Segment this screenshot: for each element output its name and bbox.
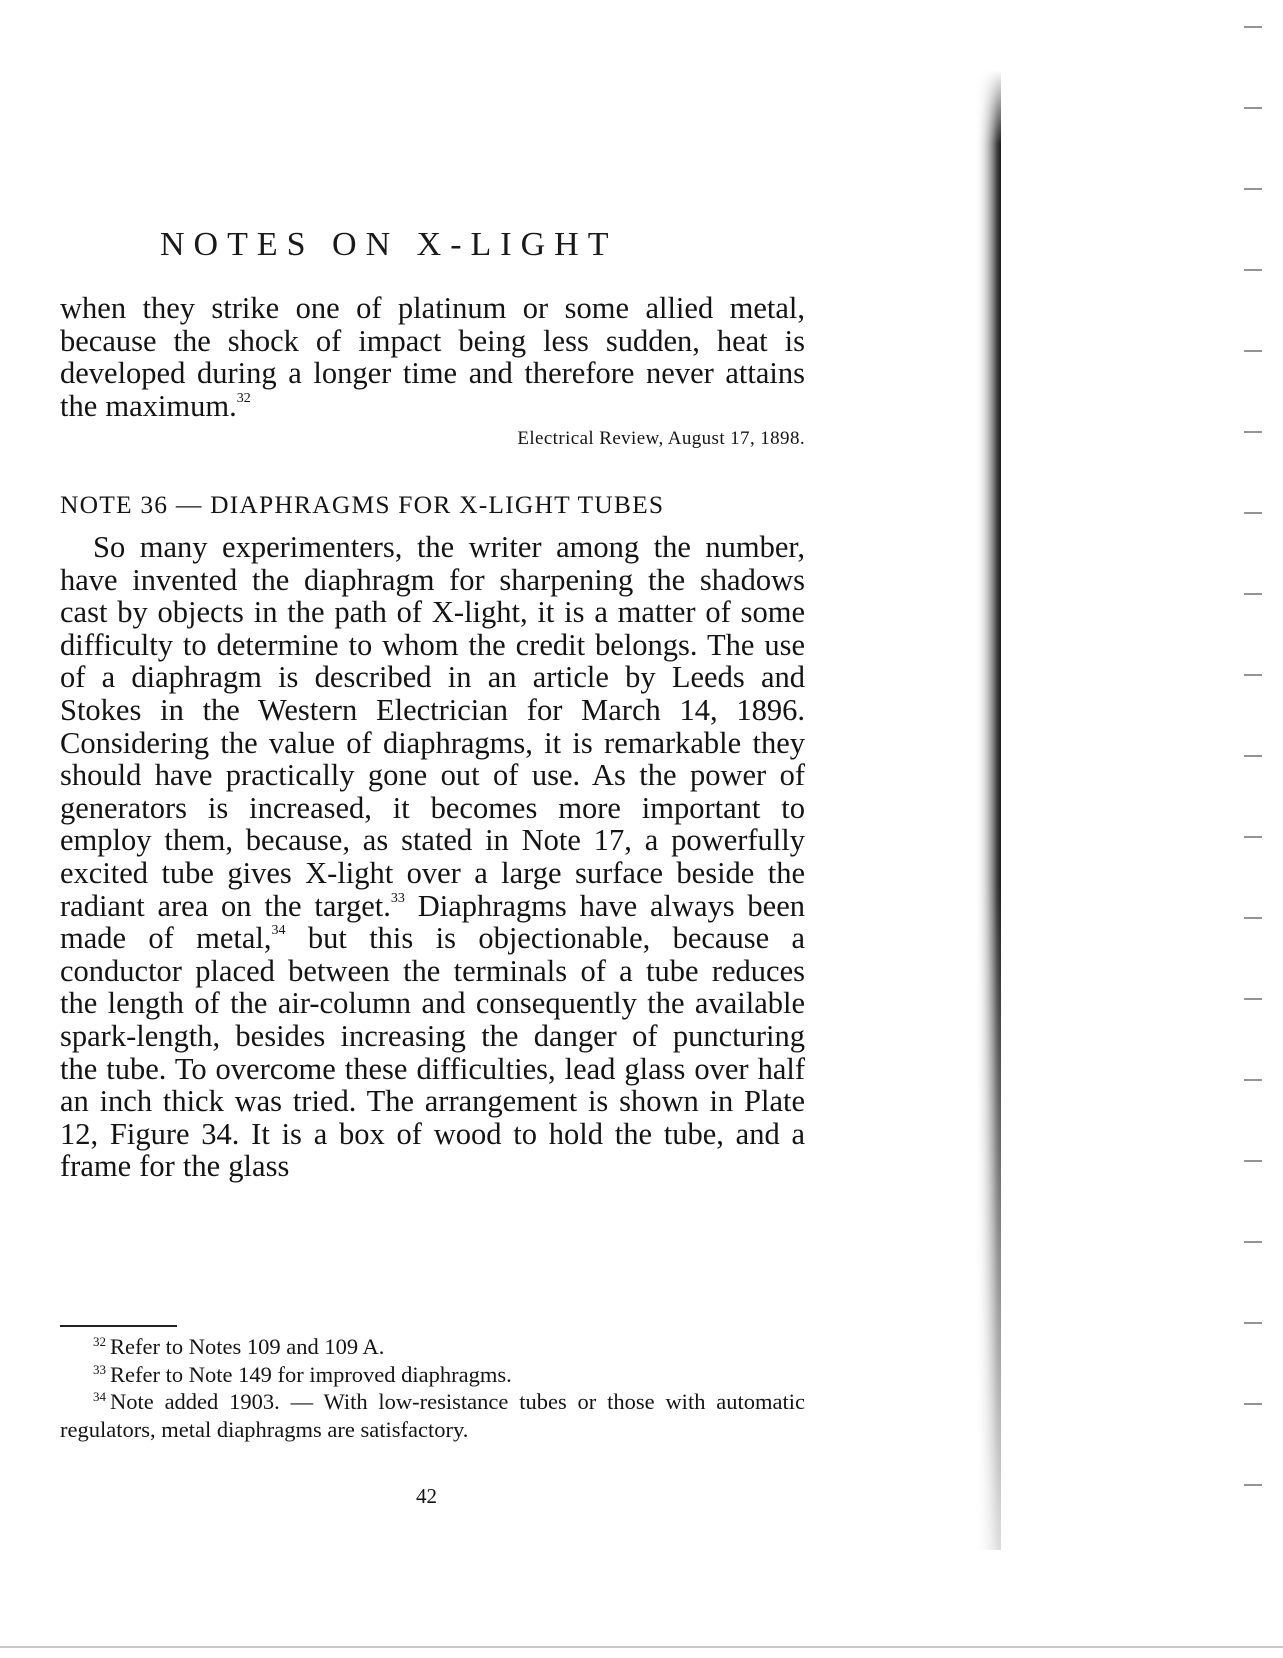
footnote-32-text: Refer to Notes 109 and 109 A. [110, 1334, 385, 1359]
footnote-34-number: 34 [93, 1389, 106, 1404]
section-text-part-2: Diaphragms have always been made of metal, [60, 888, 806, 956]
footnote-34-text: Note added 1903. — With low-resistance tubes or those with automatic regulators, metal diaphragms are satisfactory. [60, 1389, 805, 1442]
running-head: NOTES ON X-LIGHT [160, 226, 618, 263]
continued-line-2: metal, because the shock of impact being less [60, 291, 806, 358]
section-paragraph [60, 531, 805, 1183]
continued-line-4: and therefore never attains the maximum. [60, 356, 805, 423]
footnote-32-number: 32 [93, 1334, 106, 1349]
continued-paragraph-text [60, 292, 805, 422]
page-number: 42 [416, 1484, 437, 1508]
footnotes [60, 1333, 805, 1443]
footnote-ref-33: 33 [390, 890, 405, 906]
section-paragraph-text [60, 531, 805, 1183]
continued-line-1: when they strike one of platinum or some allied [60, 291, 714, 325]
section-text-part-1: So many experimenters, the writer among the number, have invented the diaphragm for sharpening the shadows cast by objects in the path of X-light, it is a matter of some difficulty to determine to whom the credit belongs. The use of a diaphragm is described in an article by Leeds and Stokes in the Western Electrician for March 14, 1896. Considering the value of diaphragms, it is remarkable they should have practically gone out of use. As the power of generators is increased, it becomes more important to employ them, because, as stated in Note 17, a powerfully excited tube gives X-light over a large surface beside the radiant area on the target. [60, 530, 805, 923]
section-text-part-3: but this is objectionable, because a conductor placed between the terminals of a tube reduces the length of the air-column and consequently the available spark-length, besides increasing the danger of puncturing the tube. To overcome these difficulties, lead glass over half an inch thick was tried. The arrangement is shown in Plate 12, Figure 34. It is a box of wood to hold the tube, and a frame for the glass [60, 921, 805, 1184]
footnote-33-number: 33 [93, 1361, 106, 1377]
footnote-34 [60, 1388, 805, 1443]
source-citation: Electrical Review, August 17, 1898. [517, 428, 805, 449]
continued-paragraph [60, 292, 805, 422]
footnote-ref-34: 34 [271, 923, 286, 939]
footnote-33-text: Refer to Note 149 for improved diaphragms. [110, 1361, 512, 1387]
footnote-rule [60, 1325, 177, 1327]
footnote-33 [60, 1361, 805, 1389]
footnote-ref-32: 32 [236, 390, 251, 406]
footnote-32 [60, 1333, 805, 1361]
section-heading: NOTE 36 — DIAPHRAGMS FOR X-LIGHT TUBES [60, 490, 665, 519]
scanner-edge-marks [1240, 0, 1270, 1658]
binding-gutter-shadow [975, 70, 1001, 1550]
scan-bottom-edge [0, 1646, 1283, 1648]
continued-line-3: sudden, heat is developed during a longer time [60, 323, 805, 391]
